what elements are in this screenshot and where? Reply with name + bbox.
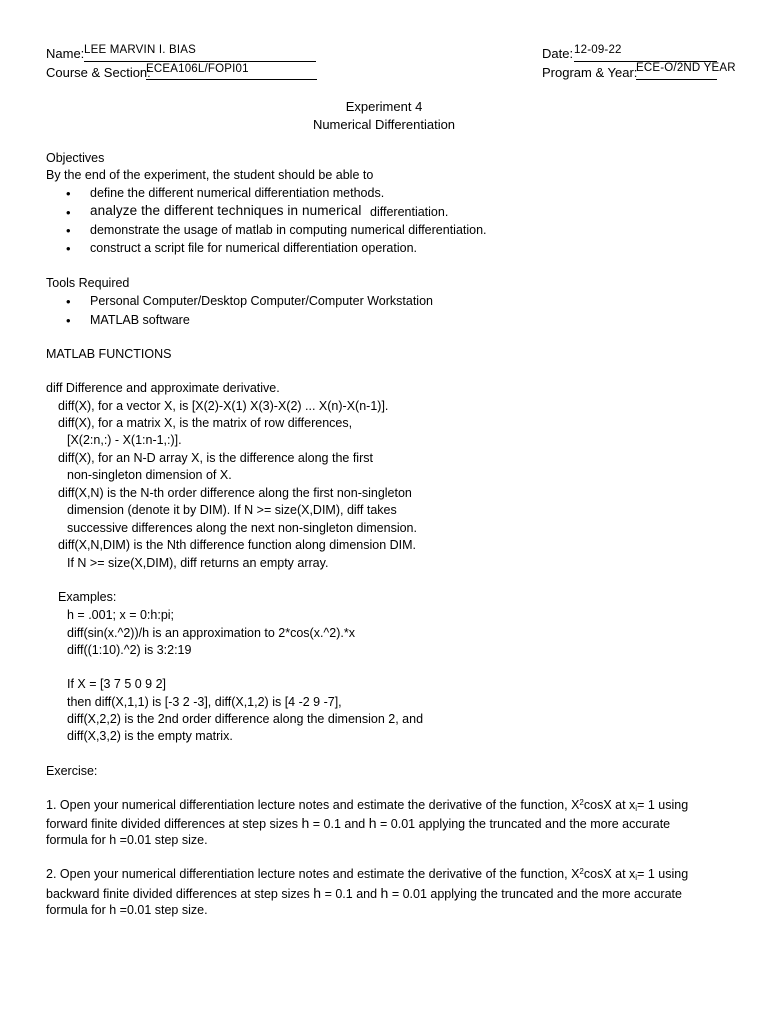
objectives-intro: By the end of the experiment, the student should be able to <box>46 168 374 182</box>
matlab-line: diff(X), for an N-D array X, is the difference along the first <box>58 451 373 465</box>
subscript-i: i <box>635 873 638 882</box>
bullet-icon: • <box>66 205 71 220</box>
objective-item: construct a script file for numerical differentiation operation. <box>90 241 418 255</box>
exercise-heading: Exercise: <box>46 764 98 778</box>
subscript-i: i <box>635 804 638 813</box>
example-line: h = .001; x = 0:h:pi; <box>67 608 175 622</box>
cosx-text: cosX at x <box>583 798 636 812</box>
matlab-line: diff Difference and approximate derivative. <box>46 381 280 395</box>
experiment-title: Experiment 4 <box>345 99 423 114</box>
matlab-line: diff(X,N) is the N-th order difference along the first non-singleton <box>58 486 412 500</box>
superscript-2: 2 <box>579 867 584 876</box>
program-value: ECE-O/2ND YEAR <box>636 62 736 74</box>
equals-one-text: = 1 using <box>637 867 689 881</box>
matlab-line: successive differences along the next non-singleton dimension. <box>67 521 417 535</box>
example-line: diff(X,3,2) is the empty matrix. <box>67 729 233 743</box>
step-01-text: = 0.1 and <box>312 817 366 831</box>
objective-item: analyze the different techniques in numerical <box>90 203 362 218</box>
course-value: ECEA106L/FOPI01 <box>146 63 249 75</box>
step-001-text: = 0.01 applying the truncated and the more accurate <box>391 887 682 901</box>
example-line: If X = [3 7 5 0 9 2] <box>67 677 167 691</box>
matlab-line: [X(2:n,:) - X(1:n-1,:)]. <box>67 433 182 447</box>
h-symbol: h <box>313 885 322 901</box>
tool-item: Personal Computer/Desktop Computer/Computer Workstation <box>90 294 433 308</box>
program-label: Program & Year: <box>542 65 638 80</box>
superscript-2: 2 <box>579 798 584 807</box>
example-line: diff(X,2,2) is the 2nd order difference along the dimension 2, and <box>67 712 424 726</box>
exercise-question-1-line-1 <box>46 798 688 813</box>
examples-heading: Examples: <box>58 590 117 604</box>
date-value: 12-09-22 <box>574 44 622 56</box>
h-symbol: h <box>368 815 377 831</box>
matlab-line: If N >= size(X,DIM), diff returns an empty array. <box>67 556 329 570</box>
step-01-text: = 0.1 and <box>324 887 378 901</box>
date-label: Date: <box>542 46 574 61</box>
matlab-line: dimension (denote it by DIM). If N >= size(X,DIM), diff takes <box>67 503 397 517</box>
q1-text: 1. Open your numerical differentiation lecture notes and estimate the derivative of the function, X <box>46 798 580 812</box>
name-label: Name: <box>46 46 85 61</box>
bullet-icon: • <box>66 313 71 328</box>
example-line: diff((1:10).^2) is 3:2:19 <box>67 643 192 657</box>
course-underline <box>146 79 317 80</box>
objective-item-continuation: differentiation. <box>370 205 449 219</box>
matlab-line: diff(X,N,DIM) is the Nth difference function along dimension DIM. <box>58 538 417 552</box>
objectives-heading: Objectives <box>46 151 105 165</box>
q1-line2-text: forward finite divided differences at step sizes <box>46 817 298 831</box>
course-label: Course & Section: <box>46 65 151 80</box>
example-line: diff(sin(x.^2))/h is an approximation to 2*cos(x.^2).*x <box>67 626 356 640</box>
matlab-heading: MATLAB FUNCTIONS <box>46 347 172 361</box>
bullet-icon: • <box>66 186 71 201</box>
q2-line2-text: backward finite divided differences at step sizes <box>46 887 310 901</box>
tool-item: MATLAB software <box>90 313 190 327</box>
equals-one-text: = 1 using <box>637 798 689 812</box>
q2-text: 2. Open your numerical differentiation lecture notes and estimate the derivative of the function, X <box>46 867 580 881</box>
exercise-question-2-line-2 <box>46 885 682 901</box>
name-value: LEE MARVIN I. BIAS <box>84 44 197 56</box>
exercise-question-2-line-1 <box>46 867 688 882</box>
cosx-text: cosX at x <box>583 867 636 881</box>
objective-item: demonstrate the usage of matlab in computing numerical differentiation. <box>90 223 487 237</box>
matlab-line: diff(X), for a matrix X, is the matrix of row differences, <box>58 416 353 430</box>
exercise-question-2-line-3: formula for h =0.01 step size. <box>46 903 208 917</box>
objective-item: define the different numerical differentiation methods. <box>90 186 385 200</box>
bullet-icon: • <box>66 294 71 309</box>
step-001-text: = 0.01 applying the truncated and the more accurate <box>380 817 671 831</box>
tools-heading: Tools Required <box>46 276 130 290</box>
h-symbol: h <box>301 815 310 831</box>
exercise-question-1-line-2 <box>46 815 670 831</box>
bullet-icon: • <box>66 223 71 238</box>
h-symbol: h <box>380 885 389 901</box>
name-underline <box>84 61 316 62</box>
experiment-subject: Numerical Differentiation <box>312 117 456 132</box>
program-underline <box>636 79 717 80</box>
matlab-line: diff(X), for a vector X, is [X(2)-X(1) X(3)-X(2) ... X(n)-X(n-1)]. <box>58 399 389 413</box>
bullet-icon: • <box>66 241 71 256</box>
example-line: then diff(X,1,1) is [-3 2 -3], diff(X,1,2) is [4 -2 9 -7], <box>67 695 342 709</box>
matlab-line: non-singleton dimension of X. <box>67 468 232 482</box>
exercise-question-1-line-3: formula for h =0.01 step size. <box>46 833 208 847</box>
